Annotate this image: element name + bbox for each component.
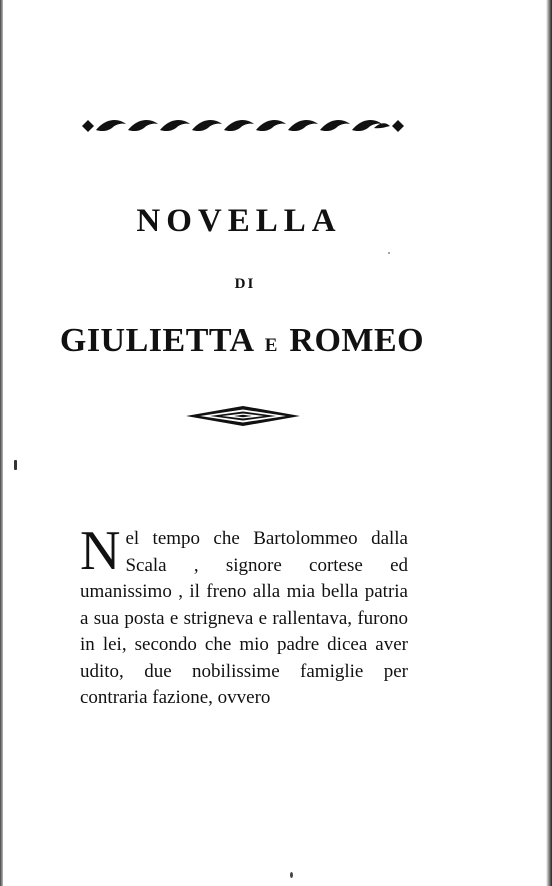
paper-speck: [14, 460, 17, 470]
subtitle-romeo: ROMEO: [289, 322, 425, 359]
page-edge-left: [0, 0, 3, 886]
paper-speck: [290, 872, 293, 878]
drop-cap: N: [80, 520, 121, 582]
subtitle-giulietta-e-romeo: [0, 322, 484, 360]
subtitle-conjunction: E: [264, 335, 278, 356]
page-edge-right: [546, 0, 552, 886]
subtitle-giulietta: GIULIETTA: [59, 322, 253, 359]
connector-di: DI: [234, 276, 256, 292]
ornament-diamond-rule: [184, 404, 302, 428]
paper-speck: [388, 252, 390, 254]
title-novella: NOVELLA: [136, 203, 342, 239]
ornament-wave-rule: [78, 112, 408, 140]
paragraph-text: el tempo che Bartolommeo dalla Scala , signore cortese ed umanissimo , il freno alla mia bella patria a sua posta e strigneva e rallentava, furono in lei, secondo che mio padre dicea aver udito, due nobilissime famiglie per contraria fazione, ovvero: [80, 528, 408, 708]
opening-paragraph: [80, 520, 408, 712]
